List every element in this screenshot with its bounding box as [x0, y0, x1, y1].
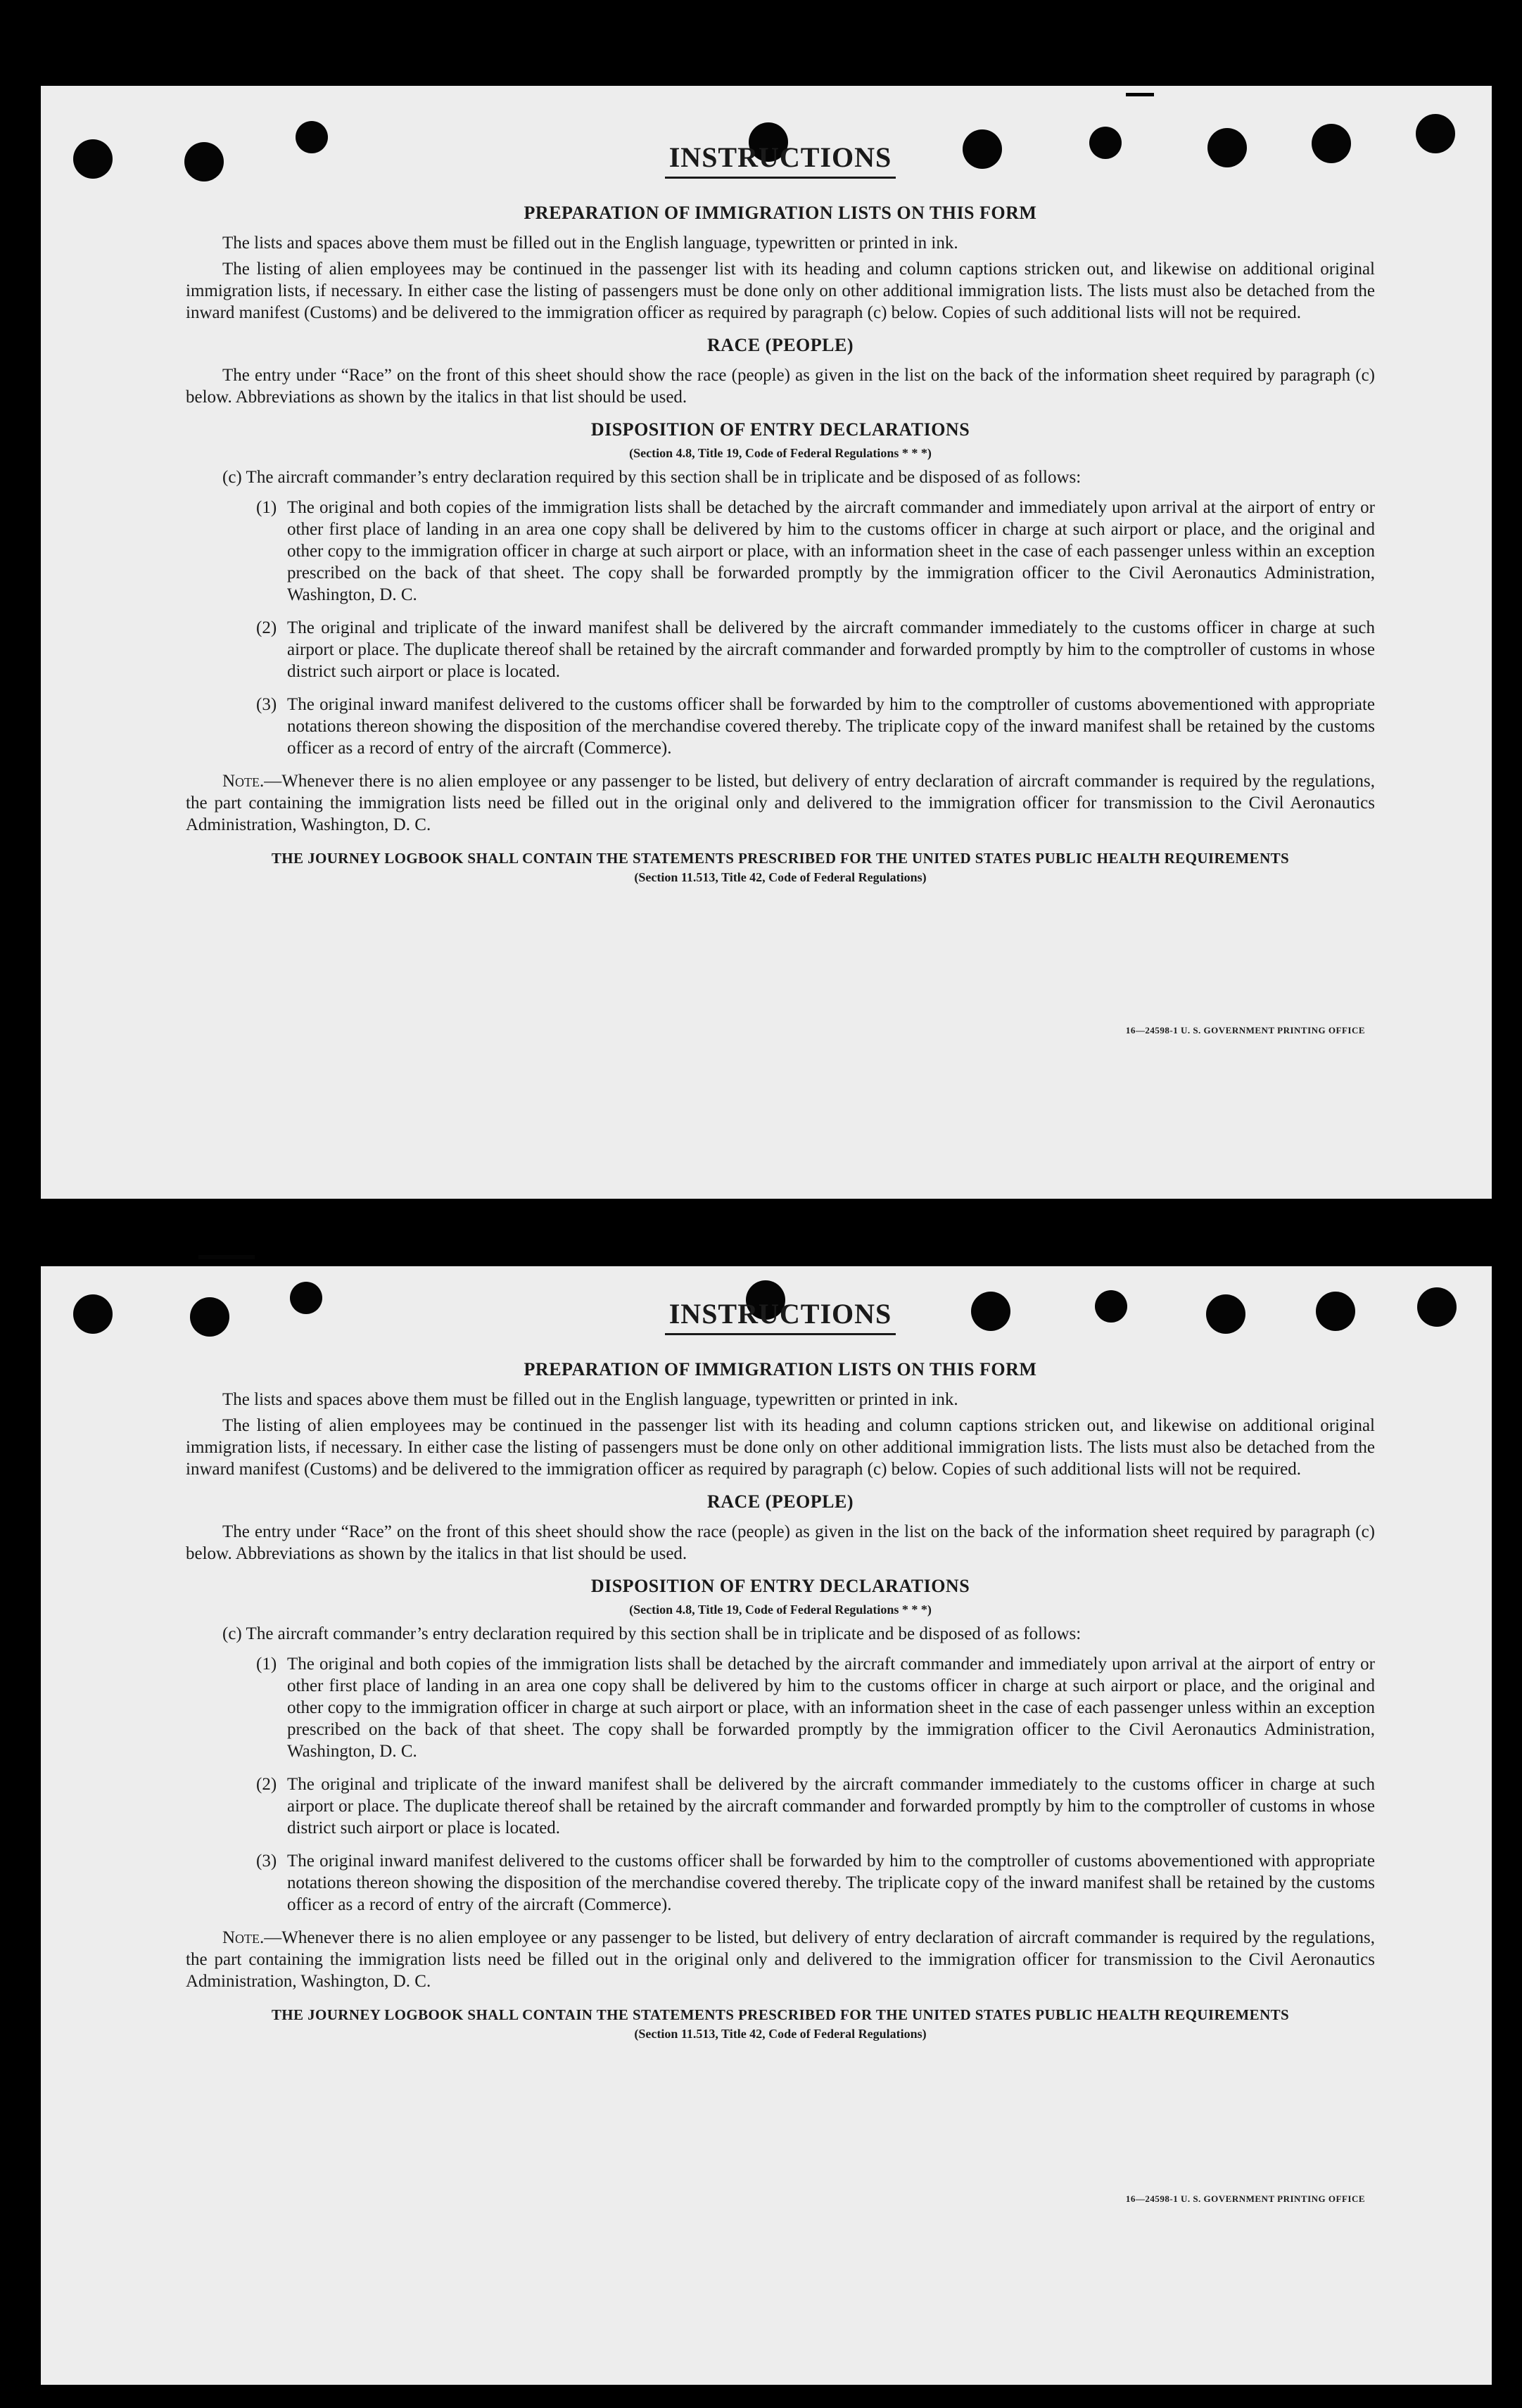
journey-citation: (Section 11.513, Title 42, Code of Federal Regulations) — [634, 2027, 927, 2041]
item-text: The original inward manifest delivered to the customs officer shall be forwarded by him to the comptroller of customs abovementioned with appropriate notations thereon showing the disposition of the merchandise covered thereby. The triplicate copy of the inward manifest shall be retained by the customs officer as a record of entry of the aircraft (Commerce). — [287, 695, 1375, 758]
note-text: —Whenever there is no alien employee or any passenger to be listed, but delivery of entry declaration of aircraft commander is required by the regulations, the part containing the immigration lists need be filled out in the original only and delivered to the immigration officer for transmission to the Civil Aeronautics Administration, Washington, D. C. — [186, 1928, 1375, 1991]
scan-mark — [1126, 93, 1154, 96]
disposition-citation: (Section 4.8, Title 19, Code of Federal Regulations * * *) — [629, 446, 932, 460]
disposition-heading: DISPOSITION OF ENTRY DECLARATIONS — [590, 419, 970, 440]
list-item — [256, 694, 1375, 759]
item-number: (1) — [256, 498, 277, 517]
item-text: The original and both copies of the immigration lists shall be detached by the aircraft commander and immediately upon arrival at the airport of entry or other first place of landing in an area one copy shall be delivered by him to the customs officer in charge at such airport or place, and the original and other copy to the immigration officer in charge at such airport or place, with an information sheet in the case of each passenger unless within an exception prescribed on the back of that sheet. The copy shall be forwarded promptly by the immigration officer to the Civil Aeronautics Administration, Washington, D. C. — [287, 1655, 1375, 1761]
instructions-content — [186, 1297, 1375, 2041]
item-text: The original inward manifest delivered to the customs officer shall be forwarded by him to the comptroller of customs abovementioned with appropriate notations thereon showing the disposition of the merchandise covered thereby. The triplicate copy of the inward manifest shall be retained by the customs officer as a record of entry of the aircraft (Commerce). — [287, 1852, 1375, 1914]
item-number: (2) — [256, 618, 277, 637]
paragraph: The entry under “Race” on the front of this sheet should show the race (people) as given in the list on the back of the information sheet required by paragraph (c) below. Abbreviations as shown by the italics in that list should be used. — [186, 1522, 1375, 1563]
punch-hole — [1416, 114, 1455, 153]
page-title: INSTRUCTIONS — [186, 141, 1375, 179]
preparation-heading: PREPARATION OF IMMIGRATION LISTS ON THIS FORM — [524, 203, 1037, 223]
note-paragraph — [186, 1927, 1375, 1992]
journey-citation: (Section 11.513, Title 42, Code of Federal Regulations) — [634, 870, 927, 884]
item-number: (2) — [256, 1775, 277, 1794]
clause-c: (c) The aircraft commander’s entry declaration required by this section shall be in triplicate and be disposed of as follows: — [222, 1624, 1082, 1643]
race-heading: RACE (PEOPLE) — [707, 1491, 854, 1512]
race-heading: RACE (PEOPLE) — [707, 335, 854, 355]
item-number: (1) — [256, 1655, 277, 1674]
disposition-heading: DISPOSITION OF ENTRY DECLARATIONS — [590, 1576, 970, 1596]
paragraph: The lists and spaces above them must be filled out in the English language, typewritten or printed in ink. — [222, 234, 958, 253]
clause-c: (c) The aircraft commander’s entry declaration required by this section shall be in triplicate and be disposed of as follows: — [222, 468, 1082, 487]
list-item — [256, 497, 1375, 606]
page-title: INSTRUCTIONS — [186, 1297, 1375, 1335]
preparation-heading: PREPARATION OF IMMIGRATION LISTS ON THIS FORM — [524, 1359, 1037, 1380]
disposition-citation: (Section 4.8, Title 19, Code of Federal Regulations * * *) — [629, 1603, 932, 1617]
item-text: The original and both copies of the immigration lists shall be detached by the aircraft commander and immediately upon arrival at the airport of entry or other first place of landing in an area one copy shall be delivered by him to the customs officer in charge at such airport or place, and the original and other copy to the immigration officer in charge at such airport or place, with an information sheet in the case of each passenger unless within an exception prescribed on the back of that sheet. The copy shall be forwarded promptly by the immigration officer to the Civil Aeronautics Administration, Washington, D. C. — [287, 498, 1375, 604]
printer-imprint: 16—24598-1 U. S. GOVERNMENT PRINTING OFFICE — [1125, 2193, 1365, 2204]
list-item — [256, 1850, 1375, 1916]
punch-hole — [1417, 1287, 1457, 1327]
paragraph: The lists and spaces above them must be filled out in the English language, typewritten or printed in ink. — [222, 1390, 958, 1409]
punch-hole — [73, 139, 113, 179]
list-item — [256, 1773, 1375, 1839]
item-number: (3) — [256, 1852, 277, 1871]
note-lead: Note. — [222, 1928, 265, 1947]
paragraph: The entry under “Race” on the front of this sheet should show the race (people) as given in the list on the back of the information sheet required by paragraph (c) below. Abbreviations as shown by the italics in that list should be used. — [186, 366, 1375, 407]
note-text: —Whenever there is no alien employee or any passenger to be listed, but delivery of entry declaration of aircraft commander is required by the regulations, the part containing the immigration lists need be filled out in the original only and delivered to the immigration officer for transmission to the Civil Aeronautics Administration, Washington, D. C. — [186, 772, 1375, 834]
form-sheet-bottom — [41, 1266, 1492, 2385]
list-item — [256, 617, 1375, 682]
item-number: (3) — [256, 695, 277, 714]
note-paragraph — [186, 770, 1375, 836]
journey-statement: THE JOURNEY LOGBOOK SHALL CONTAIN THE STATEMENTS PRESCRIBED FOR THE UNITED STATES PUBLIC HEALTH REQUIREMENTS — [271, 2006, 1290, 2023]
journey-statement: THE JOURNEY LOGBOOK SHALL CONTAIN THE STATEMENTS PRESCRIBED FOR THE UNITED STATES PUBLIC HEALTH REQUIREMENTS — [271, 850, 1290, 867]
note-lead: Note. — [222, 772, 265, 791]
instructions-content — [186, 141, 1375, 885]
punch-hole — [73, 1294, 113, 1334]
form-sheet-top — [41, 86, 1492, 1199]
scan-mark — [198, 1255, 255, 1259]
item-text: The original and triplicate of the inward manifest shall be delivered by the aircraft commander immediately to the customs officer in charge at such airport or place. The duplicate thereof shall be retained by the aircraft commander and forwarded promptly by him to the comptroller of customs in whose district such airport or place is located. — [287, 1775, 1375, 1837]
list-item — [256, 1653, 1375, 1762]
paragraph: The listing of alien employees may be continued in the passenger list with its heading and column captions stricken out, and likewise on additional original immigration lists, if necessary. In either case the listing of passengers must be done only on other additional immigration lists. The lists must also be detached from the inward manifest (Customs) and be delivered to the immigration officer as required by paragraph (c) below. Copies of such additional lists will not be required. — [186, 260, 1375, 322]
paragraph: The listing of alien employees may be continued in the passenger list with its heading and column captions stricken out, and likewise on additional original immigration lists, if necessary. In either case the listing of passengers must be done only on other additional immigration lists. The lists must also be detached from the inward manifest (Customs) and be delivered to the immigration officer as required by paragraph (c) below. Copies of such additional lists will not be required. — [186, 1416, 1375, 1479]
item-text: The original and triplicate of the inward manifest shall be delivered by the aircraft commander immediately to the customs officer in charge at such airport or place. The duplicate thereof shall be retained by the aircraft commander and forwarded promptly by him to the comptroller of customs in whose district such airport or place is located. — [287, 618, 1375, 681]
printer-imprint: 16—24598-1 U. S. GOVERNMENT PRINTING OFFICE — [1125, 1025, 1365, 1036]
